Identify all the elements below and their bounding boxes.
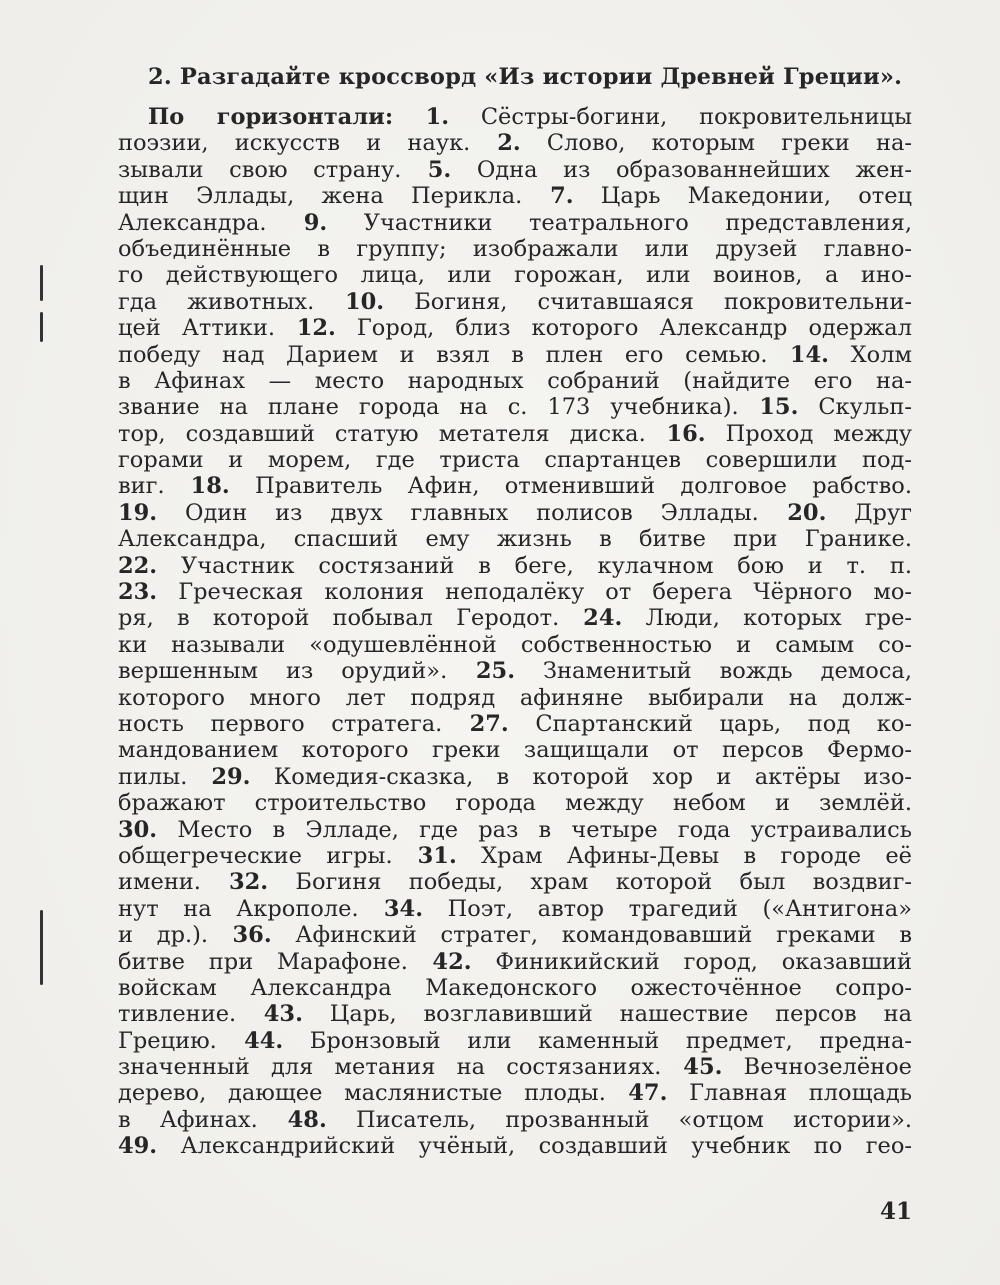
text-line: горами и морем, где триста спартанцев совершили под- [118, 447, 912, 474]
text-line: тор, создавший статую метателя диска. 16. Проход между [118, 420, 912, 447]
text-line: которого много лет подряд афиняне выбирали на долж- [118, 684, 912, 711]
text-line: ря, в которой побывал Геродот. 24. Люди, которых гре- [118, 605, 912, 632]
text-line: По горизонтали: 1. Сёстры-богини, покровительницы [148, 104, 912, 130]
staple-mark [40, 312, 43, 342]
page-number: 41 [880, 1198, 913, 1225]
text-line: ки называли «одушевлённой собственностью и самым со- [118, 631, 912, 658]
text-line: ность первого стратега. 27. Спартанский царь, под ко- [118, 710, 912, 737]
text-line: 22. Участник состязаний в беге, кулачном бою и т. п. [118, 552, 912, 579]
text-line: бражают строительство города между небом и землёй. [118, 790, 912, 817]
text-line: объединённые в группу; изображали или друзей главно- [118, 235, 912, 262]
text-line: нут на Акрополе. 34. Поэт, автор трагедий («Антигона» [118, 895, 912, 922]
text-line: Грецию. 44. Бронзовый или каменный предмет, предна- [118, 1027, 912, 1054]
staple-mark [40, 265, 43, 301]
text-line: войскам Александра Македонского ожесточённое сопро- [118, 974, 912, 1001]
text-line: дерево, дающее маслянистые плоды. 47. Главная площадь [118, 1080, 913, 1107]
text-line: 19. Один из двух главных полисов Эллады. 20. Друг [118, 499, 912, 526]
text-line: го действующего лица, или горожан, или воинов, а ино- [118, 262, 912, 289]
staple-mark [40, 910, 43, 985]
text-line: Александра, спасший ему жизнь в битве при Гранике. [118, 526, 912, 553]
exercise-body [118, 104, 912, 1160]
text-line: вершенным из орудий». 25. Знаменитый вождь демоса, [118, 658, 913, 685]
text-line: 49. Александрийский учёный, создавший учебник по гео- [118, 1133, 912, 1160]
text-line: цей Аттики. 12. Город, близ которого Александр одержал [118, 315, 912, 342]
text-line: общегреческие игры. 31. Храм Афины-Девы в городе её [118, 842, 912, 869]
text-line: зывали свою страну. 5. Одна из образованнейших жен- [118, 156, 912, 183]
text-line: победу над Дарием и взял в плен его семью. 14. Холм [118, 341, 912, 368]
text-line: гда животных. 10. Богиня, считавшаяся покровительни- [118, 288, 913, 315]
text-line: Александра. 9. Участники театрального представления, [118, 209, 912, 236]
text-line: в Афинах — место народных собраний (найдите его на- [118, 367, 912, 394]
text-line: 23. Греческая колония неподалёку от берега Чёрного мо- [118, 579, 912, 606]
text-line: щин Эллады, жена Перикла. 7. Царь Македонии, отец [118, 183, 913, 210]
text-line: в Афинах. 48. Писатель, прозванный «отцом истории». [118, 1106, 913, 1133]
text-line: поэзии, искусств и наук. 2. Слово, которым греки на- [118, 130, 912, 157]
text-line: битве при Марафоне. 42. Финикийский город, оказавший [118, 948, 912, 975]
text-line: пилы. 29. Комедия-сказка, в которой хор и актёры изо- [118, 763, 912, 790]
text-line: мандованием которого греки защищали от персов Фермо- [118, 737, 912, 764]
text-line: тивление. 43. Царь, возглавивший нашествие персов на [118, 1001, 913, 1028]
text-line: и др.). 36. Афинский стратег, командовавший греками в [118, 922, 912, 949]
text-line: 30. Место в Элладе, где раз в четыре года устраивались [118, 816, 912, 843]
text-line: имени. 32. Богиня победы, храм которой был воздвиг- [118, 869, 913, 896]
text-line: виг. 18. Правитель Афин, отменивший долговое рабство. [118, 473, 912, 500]
exercise-title: 2. Разгадайте кроссворд «Из истории Древней Греции». [148, 64, 903, 90]
text-line: значенный для метания на состязаниях. 45. Вечнозелёное [118, 1054, 912, 1081]
text-line: звание на плане города на с. 173 учебника). 15. Скульп- [118, 394, 912, 421]
